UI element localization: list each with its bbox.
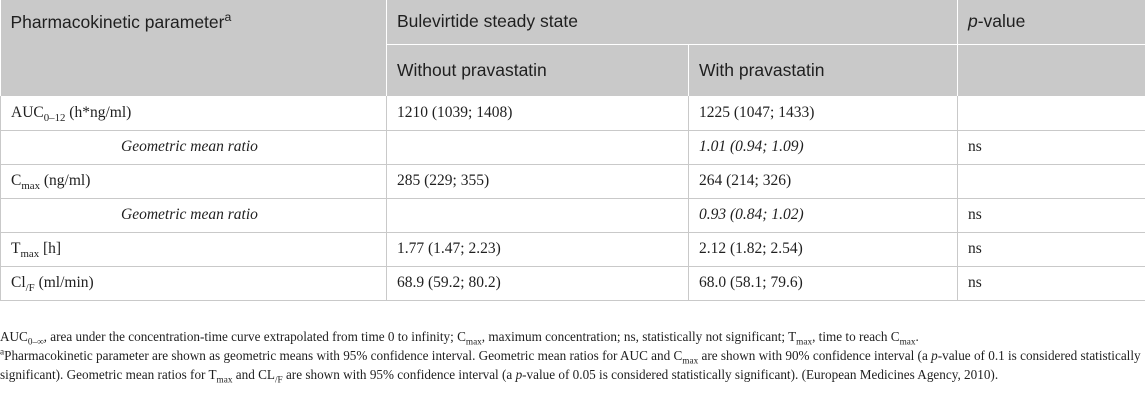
header-row-2	[1, 44, 1145, 96]
row-with: 1225 (1047; 1433)	[689, 96, 958, 130]
row-pvalue: ns	[958, 130, 1145, 164]
row-with: 2.12 (1.82; 2.54)	[689, 232, 958, 266]
row-parameter: Geometric mean ratio	[1, 130, 387, 164]
row-without	[387, 130, 689, 164]
footnote-a: $^a$Pharmacokinetic parameter are shown as geometric means with 95% confidence interval. Geometric mean ratios for AUC and $C_{max}$ are shown with 90% confidence interval (a p-value of 0.1 is considered statistically significant). Geometric mean ratios for $T_{max}$ and $CL_{/F}$ are shown with 95% confidence interval (a p-value of 0.05 is considered statistically significant). (European Medicines Agency, 2010).	[0, 346, 1141, 385]
header-bulevirtide: Bulevirtide steady state	[387, 0, 958, 44]
table-row	[1, 130, 1145, 164]
row-without: 1.77 (1.47; 2.23)	[387, 232, 689, 266]
row-with: 68.0 (58.1; 79.6)	[689, 266, 958, 300]
row-without: 1210 (1039; 1408)	[387, 96, 689, 130]
row-without	[387, 198, 689, 232]
row-with: 1.01 (0.94; 1.09)	[689, 130, 958, 164]
row-parameter: $T_{max}$ [h]	[1, 232, 387, 266]
row-parameter: Geometric mean ratio	[1, 198, 387, 232]
row-with: 0.93 (0.84; 1.02)	[689, 198, 958, 232]
table-row	[1, 266, 1145, 300]
header-parameter: Pharmacokinetic parameter$^a$	[1, 0, 387, 44]
header-without: Without pravastatin	[387, 44, 689, 96]
row-without: 68.9 (59.2; 80.2)	[387, 266, 689, 300]
table-row	[1, 96, 1145, 130]
footnote-abbreviations: $AUC_{0-\infty}$, area under the concentration-time curve extrapolated from time 0 to infinity; $C_{max}$, maximum concentration; ns, statistically not significant; $T_{max}$, time to reach $C_{max}$.	[0, 329, 919, 347]
row-parameter: $AUC_{0-12}$ (h*ng/ml)	[1, 96, 387, 130]
row-parameter: $C_{max}$ (ng/ml)	[1, 164, 387, 198]
row-with: 264 (214; 326)	[689, 164, 958, 198]
table-row	[1, 198, 1145, 232]
header-empty-2	[958, 44, 1145, 96]
header-empty-1	[1, 44, 387, 96]
row-pvalue: ns	[958, 232, 1145, 266]
row-parameter: $Cl_{/F}$ (ml/min)	[1, 266, 387, 300]
header-pvalue: p-value	[958, 0, 1145, 44]
table-footnotes	[0, 327, 1145, 384]
header-with: With pravastatin	[689, 44, 958, 96]
table-row	[1, 164, 1145, 198]
row-without: 285 (229; 355)	[387, 164, 689, 198]
header-row-1	[1, 0, 1145, 44]
row-pvalue	[958, 96, 1145, 130]
row-pvalue: ns	[958, 266, 1145, 300]
row-pvalue: ns	[958, 198, 1145, 232]
row-pvalue	[958, 164, 1145, 198]
table-row	[1, 232, 1145, 266]
